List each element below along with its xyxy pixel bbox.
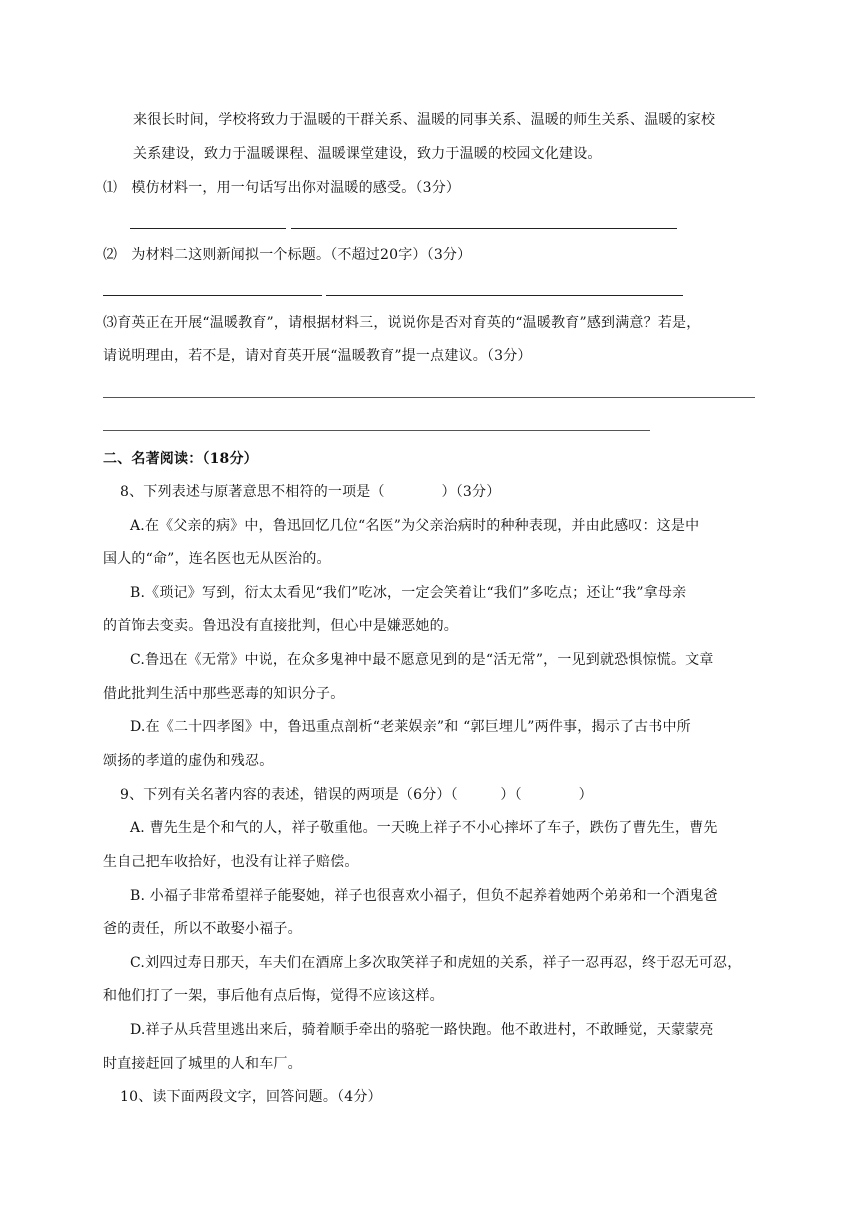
question-9-option-d-line-2: 时直接赶回了城里的人和车厂。 xyxy=(103,1056,302,1072)
question-9-option-d-line-1: D.祥子从兵营里逃出来后，骑着顺手牵出的骆驼一路快跑。他不敢进村，不敢睡觉，天蒙蒙亮 xyxy=(130,1022,714,1038)
question-9-option-a-line-2: 生自己把车收拾好，也没有让祥子赔偿。 xyxy=(103,854,359,870)
answer-line[interactable] xyxy=(103,397,755,398)
answer-line[interactable] xyxy=(103,430,650,431)
question-3-prompt-line-2: 请说明理由，若不是，请对育英开展“温暖教育”提一点建议。（3分） xyxy=(103,348,532,364)
question-8-option-d-line-1: D.在《二十四孝图》中，鲁迅重点剖析“老莱娱亲”和 “郭巨埋儿”两件事，揭示了古书中所 xyxy=(130,719,691,735)
answer-line[interactable] xyxy=(130,228,286,229)
question-9-option-c-line-2: 和他们打了一架，事后他有点后悔，觉得不应该这样。 xyxy=(103,988,444,1004)
material-3-text-line-1: 来很长时间，学校将致力于温暖的干群关系、温暖的同事关系、温暖的师生关系、温暖的家校 xyxy=(133,112,716,128)
answer-line[interactable] xyxy=(103,295,322,296)
question-9-option-b-line-2: 爸的责任，所以不敢娶小福子。 xyxy=(103,921,302,937)
question-8-option-a-line-2: 国人的“命”，连名医也无从医治的。 xyxy=(103,551,331,567)
question-8-stem: 8、下列表述与原著意思不相符的一项是（ ）（3分） xyxy=(120,484,501,500)
answer-line[interactable] xyxy=(291,228,677,229)
question-2-prompt: ⑵ 为材料二这则新闻拟一个标题。（不超过20字）（3分） xyxy=(103,247,472,263)
answer-line[interactable] xyxy=(326,295,683,296)
question-8-option-d-line-2: 颂扬的孝道的虚伪和残忍。 xyxy=(103,753,274,769)
question-1-prompt: ⑴ 模仿材料一，用一句话写出你对温暖的感受。（3分） xyxy=(103,180,461,196)
question-10-stem: 10、读下面两段文字，回答问题。（4分） xyxy=(120,1089,382,1105)
question-9-option-b-line-1: B. 小福子非常希望祥子能娶她，祥子也很喜欢小福子，但负不起养着她两个弟弟和一个酒鬼爸 xyxy=(130,888,718,904)
material-3-text-line-2: 关系建设，致力于温暖课程、温暖课堂建设，致力于温暖的校园文化建设。 xyxy=(133,146,602,162)
question-8-option-b-line-2: 的首饰去变卖。鲁迅没有直接批判，但心中是嫌恶她的。 xyxy=(103,618,458,634)
question-9-option-a-line-1: A. 曹先生是个和气的人，祥子敬重他。一天晚上祥子不小心摔坏了车子，跌伤了曹先生，曹先 xyxy=(130,820,718,836)
question-9-stem: 9、下列有关名著内容的表述，错误的两项是（6分）（ ）（ ） xyxy=(120,787,593,803)
question-9-option-c-line-1: C.刘四过寿日那天，车夫们在酒席上多次取笑祥子和虎妞的关系，祥子一忍再忍，终于忍无可忍， xyxy=(130,955,742,971)
question-3-prompt-line-1: ⑶育英正在开展“温暖教育”，请根据材料三，说说你是否对育英的“温暖教育”感到满意？若是， xyxy=(103,315,701,331)
question-8-option-c-line-1: C.鲁迅在《无常》中说，在众多鬼神中最不愿意见到的是“活无常”，一见到就恐惧惊慌。文章 xyxy=(130,652,714,668)
question-8-option-b-line-1: B.《琐记》写到，衍太太看见“我们”吃冰，一定会笑着让“我们”多吃点；还让“我”拿母亲 xyxy=(130,585,687,601)
question-8-option-a-line-1: A.在《父亲的病》中，鲁迅回忆几位“名医”为父亲治病时的种种表现，并由此感叹：这是中 xyxy=(130,518,700,534)
section-2-title: 二、名著阅读：（18分） xyxy=(103,451,258,467)
question-8-option-c-line-2: 借此批判生活中那些恶毒的知识分子。 xyxy=(103,686,345,702)
